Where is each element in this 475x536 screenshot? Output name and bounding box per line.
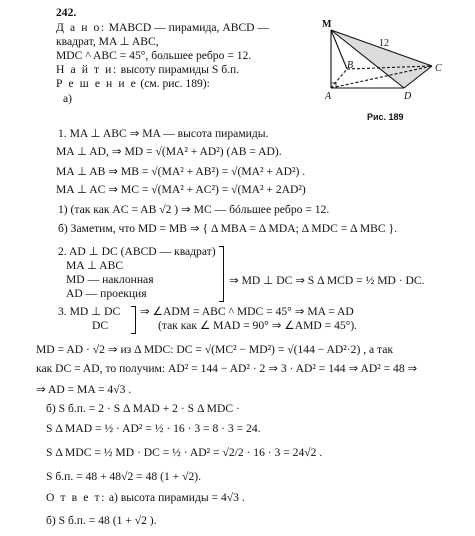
- answer-line-b: б) S б.п. = 48 (1 + √2 ).: [46, 514, 157, 527]
- step-congruence: б) Заметим, что MD = MB ⇒ { Δ MBA = Δ MDA; Δ MDC = Δ MBC }.: [58, 222, 397, 235]
- given-line-3: MDC ^ ABC = 45°, большее ребро = 12.: [56, 49, 252, 62]
- step-area-mdc: S Δ MDC = ½ MD · DC = ½ · AD² = √2/2 · 16 · 3 = 24√2 .: [46, 446, 323, 459]
- figure-caption: Рис. 189: [367, 112, 404, 122]
- solution-label: Р е ш е н и е: [56, 77, 138, 90]
- figure-label-edge: 12: [379, 38, 389, 49]
- step-ma-ad: MA ⊥ AD, ⇒ MD = √(MA² + AD²) (AB = AD).: [56, 145, 282, 158]
- step-dc-calc: MD = AD · √2 ⇒ из Δ MDC: DC = √(MC² − MD²) = √(144 − AD²·2) , а так: [36, 343, 394, 356]
- given-line-2: квадрат, MA ⊥ ABC,: [56, 35, 159, 48]
- step-2-conclusion: ⇒ MD ⊥ DC ⇒ S Δ MCD = ½ MD · DC.: [229, 274, 425, 287]
- figure-label-b: B: [347, 60, 354, 71]
- step-ad-result: ⇒ AD = MA = 4√3 .: [36, 383, 132, 396]
- answer-a: а) высота пирамиды = 4√3 .: [108, 491, 245, 504]
- step-3-brace: [131, 306, 136, 334]
- step-3-line-2: DC: [92, 319, 109, 332]
- step-3-conclusion: ⇒ ∠ADM = ABC ^ MDC = 45° ⇒ MA = AD: [140, 305, 354, 318]
- step-3-note: (так как ∠ MAD = 90° ⇒ ∠AMD = 45°).: [158, 319, 358, 332]
- answer-label: О т в е т:: [46, 491, 106, 504]
- find-text: высоту пирамиды S б.п.: [120, 63, 240, 76]
- figure-label-a: A: [325, 91, 332, 102]
- step-2-line-3: MD — наклонная: [66, 273, 154, 286]
- step-ma-ac: MA ⊥ AC ⇒ MC = √(MA² + AC²) = √(MA² + 2AD²): [56, 183, 306, 196]
- figure-label-m: M: [322, 19, 332, 30]
- part-a-label: а): [63, 92, 73, 105]
- step-area-total: S б.п. = 48 + 48√2 = 48 (1 + √2).: [46, 470, 202, 483]
- figure-label-c: C: [435, 63, 442, 74]
- solution-ref: (см. рис. 189):: [140, 77, 210, 90]
- answer-line-a: [46, 491, 245, 505]
- edge-ab: [331, 69, 347, 88]
- step-2-line-2: MA ⊥ ABC: [66, 259, 124, 272]
- step-2-brace: [219, 246, 224, 302]
- given-text-1: MABCD — пирамида, ABCD —: [108, 21, 270, 34]
- step-3-line-1: 3. MD ⊥ DC: [58, 305, 121, 318]
- step-ad-calc: как DC = AD, то получим: AD² = 144 − AD² · 2 ⇒ 3 · AD² = 144 ⇒ AD² = 48 ⇒: [36, 362, 418, 375]
- step-area-mad: S Δ MAD = ½ · AD² = ½ · 16 · 3 = 8 · 3 = 24.: [46, 422, 261, 435]
- step-2-line-1: 2. AD ⊥ DC (ABCD — квадрат): [58, 245, 216, 258]
- find-label: Н а й т и:: [56, 63, 118, 76]
- figure-label-d: D: [404, 91, 412, 102]
- step-area-formula: б) S б.п. = 2 · S Δ MAD + 2 · S Δ MDC ·: [46, 402, 240, 415]
- step-2-line-4: AD — проекция: [66, 287, 147, 300]
- given-label: Д а н о:: [56, 21, 106, 34]
- step-ma-ab: MA ⊥ AB ⇒ MB = √(MA² + AB²) = √(MA² + AD²) .: [56, 165, 306, 178]
- step-1: 1. MA ⊥ ABC ⇒ MA — высота пирамиды.: [58, 127, 269, 140]
- step-largest-edge: 1) (так как AC = AB √2 ) ⇒ MC — бóльшее ребро = 12.: [58, 203, 330, 216]
- problem-number: 242.: [56, 6, 77, 19]
